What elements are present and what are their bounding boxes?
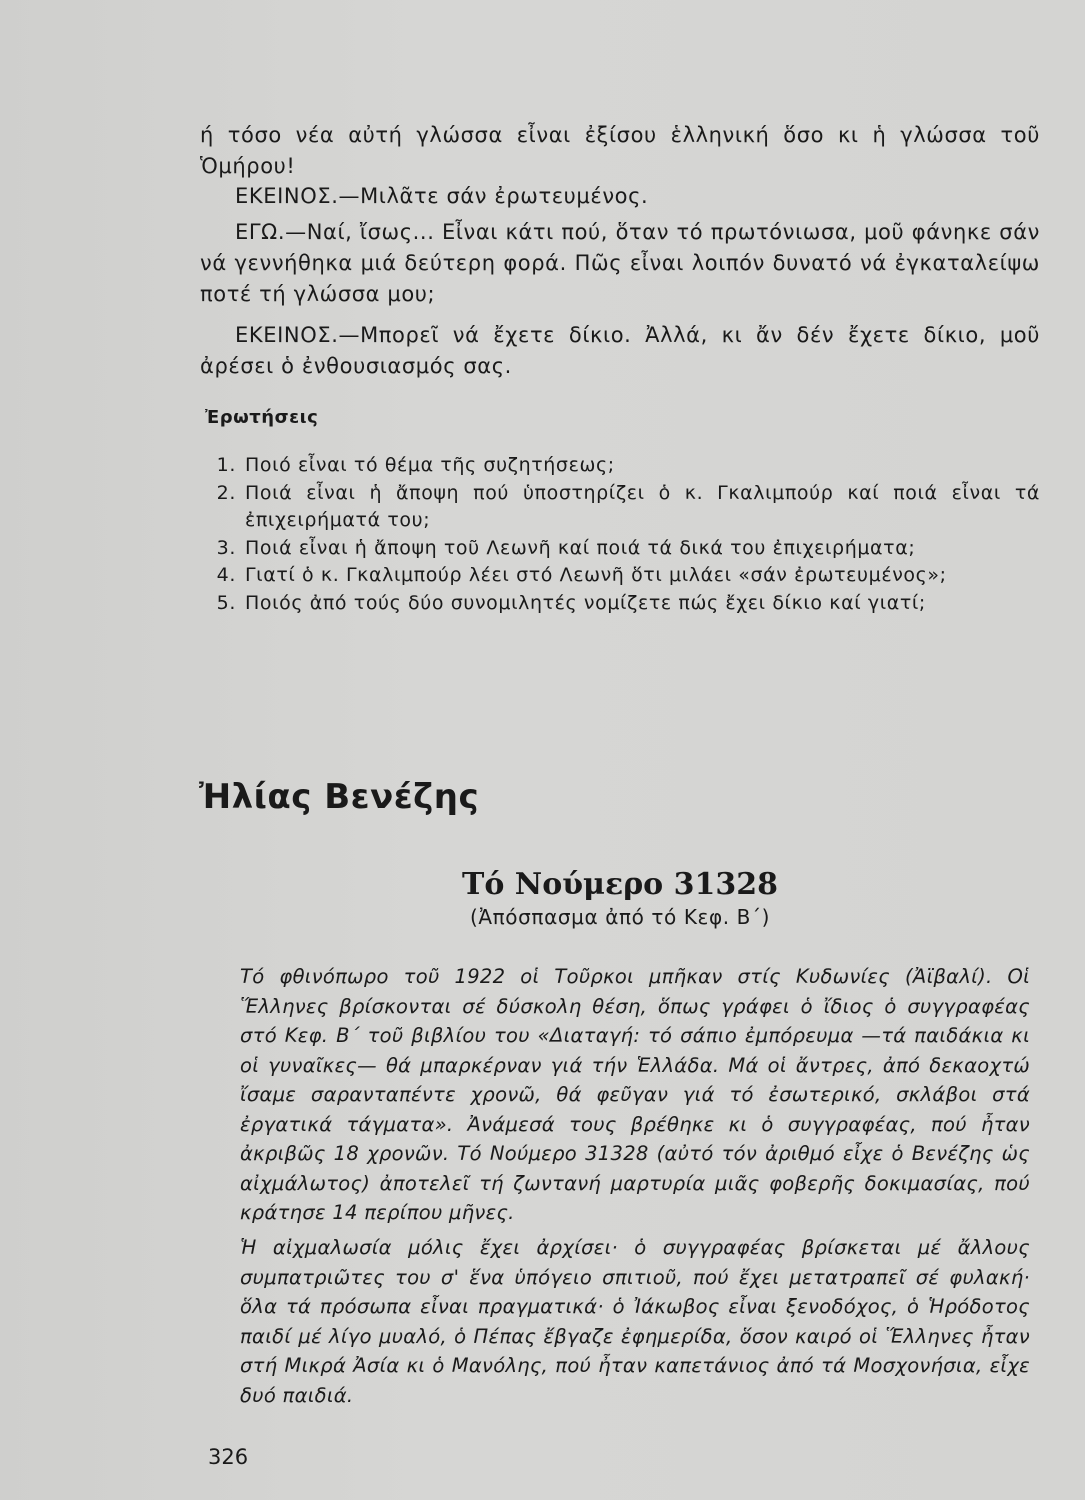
dialogue-paragraph: ΕΚΕΙΝΟΣ.—Μπορεῖ νά ἔχετε δίκιο. Ἀλλά, κι ἄν δέν ἔχετε δίκιο, μοῦ ἀρέσει ὁ ἐνθουσιασμός σας.	[200, 323, 1040, 378]
question-text: Ποιά εἶναι ἡ ἄποψη τοῦ Λεωνῆ καί ποιά τά δικά του ἐπιχειρήματα;	[245, 536, 916, 559]
question-number: 3.	[216, 536, 236, 559]
work-subtitle: (Ἀπόσπασμα ἀπό τό Κεφ. Β΄)	[469, 905, 770, 929]
question-number: 5.	[216, 591, 236, 614]
intro-paragraph: Ἡ αἰχμαλωσία μόλις ἔχει ἀρχίσει· ὁ συγγραφέας βρίσκεται μέ ἄλλους συμπατριῶτες του σ' ἕνα ὑπόγειο σπιτιοῦ, πού ἔχει μετατραπεῖ σέ φυλακή· ὅλα τά πρόσωπα εἶναι πραγματικά· ὁ Ἰάκωβος εἶναι ξενοδόχος, ὁ Ἡρόδοτος παιδί μέ λίγο μυαλό, ὁ Πέπας ἔβγαζε ἐφημερίδα, ὅσον καιρό οἱ Ἕλληνες ἦταν στή Μικρά Ἀσία κι ὁ Μανόλης, πού ἦταν καπετάνιος ἀπό τά Μοσχονήσια, εἶχε δυό παιδιά.	[240, 1236, 1030, 1407]
question-number: 4.	[216, 564, 236, 586]
questions-list	[200, 452, 1040, 617]
question-text: Γιατί ὁ κ. Γκαλιμπούρ λέει στό Λεωνῆ ὅτι μιλάει «σάν ἐρωτευμένος»;	[245, 564, 947, 586]
questions-heading: Ἐρωτήσεις	[205, 407, 319, 428]
work-title: Τό Νούμερο 31328	[462, 867, 778, 902]
question-text: Ποιός ἀπό τούς δύο συνομιλητές νομίζετε πώς ἔχει δίκιο καί γιατί;	[245, 591, 926, 614]
question-text: Ποιά εἶναι ἡ ἄποψη πού ὑποστηρίζει ὁ κ. Γκαλιμπούρ καί ποιά εἶναι τά ἐπιχειρήματά του;	[245, 481, 1040, 531]
question-item	[200, 535, 1040, 563]
question-item	[200, 590, 1040, 618]
author-heading: Ἠλίας Βενέζης	[199, 777, 480, 817]
question-number: 2.	[216, 481, 236, 504]
question-number: 1.	[216, 454, 236, 476]
dialogue-paragraph: ΕΚΕΙΝΟΣ.—Μιλᾶτε σάν ἐρωτευμένος.	[235, 184, 649, 208]
dialogue-paragraph: ή τόσο νέα αὐτή γλώσσα εἶναι ἐξίσου ἑλληνική ὅσο κι ἡ γλώσσα τοῦ Ὁμήρου!	[200, 123, 1040, 178]
dialogue-paragraph: ΕΓΩ.—Ναί, ἴσως... Εἶναι κάτι πού, ὅταν τό πρωτόνιωσα, μοῦ φάνηκε σάν νά γεννήθηκα μιά δεύτερη φορά. Πῶς εἶναι λοιπόν δυνατό νά ἐγκαταλείψω ποτέ τή γλώσσα μου;	[200, 220, 1040, 306]
intro-paragraph: Τό φθινόπωρο τοῦ 1922 οἱ Τοῦρκοι μπῆκαν στίς Κυδωνίες (Ἀϊβαλί). Οἱ Ἕλληνες βρίσκονται σέ δύσκολη θέση, ὅπως γράφει ὁ ἴδιος ὁ συγγραφέας στό Κεφ. Β΄ τοῦ βιβλίου του «Διαταγή: τό σάπιο ἐμπόρευμα —τά παιδάκια κι οἱ γυναῖκες— θά μπαρκέρναν γιά τήν Ἑλλάδα. Μά οἱ ἄντρες, ἀπό δεκαοχτώ ἴσαμε σαρανταπέντε χρονῶ, θά φεῦγαν γιά τό ἐσωτερικό, σκλάβοι στά ἐργατικά τάγματα». Ἀνάμεσά τους βρέθηκε κι ὁ συγγραφέας, πού ἦταν ἀκριβῶς 18 χρονῶν. Τό Νούμερο 31328 (αὐτό τόν ἀριθμό εἶχε ὁ Βενέζης ὡς αἰχμάλωτος) ἀποτελεῖ τή ζωντανή μαρτυρία μιᾶς φοβερῆς δοκιμασίας, πού κράτησε 14 περίπου μῆνες.	[240, 965, 1030, 1224]
page-number: 326	[208, 1445, 249, 1469]
question-text: Ποιό εἶναι τό θέμα τῆς συζητήσεως;	[245, 454, 615, 476]
question-item	[200, 562, 1040, 590]
question-item	[200, 480, 1040, 535]
question-item	[200, 452, 1040, 480]
